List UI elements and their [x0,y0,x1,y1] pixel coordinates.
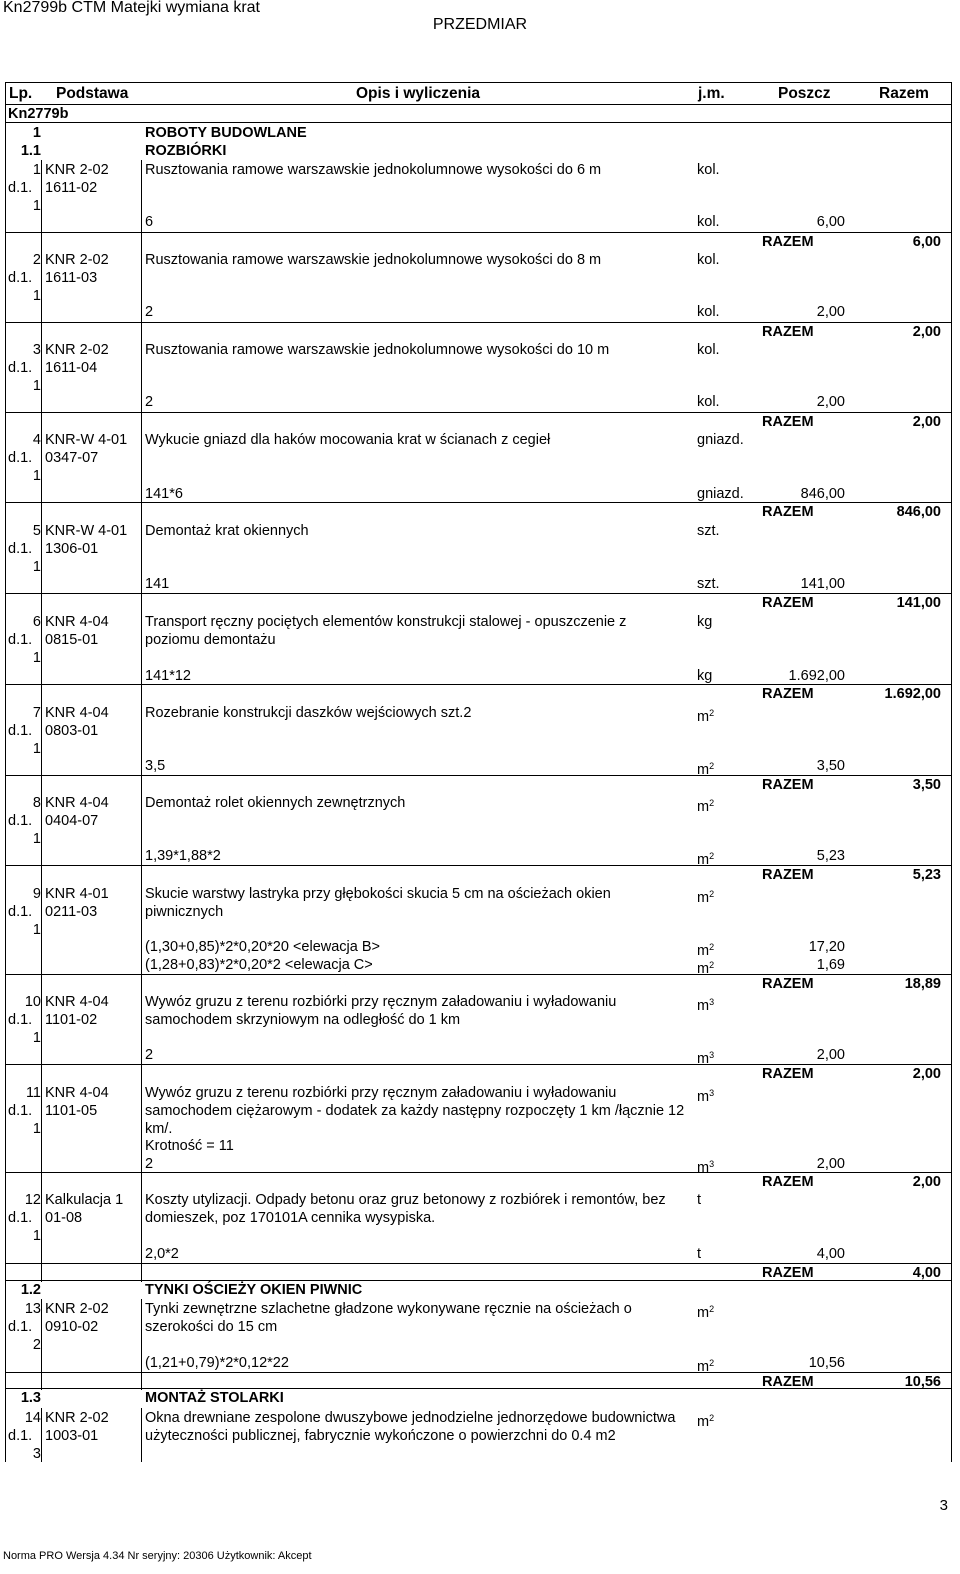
position-unit: $m^2$ [697,1413,715,1430]
calc-value: 4,00 [816,1246,845,1262]
razem-value: 2,00 [912,1174,941,1190]
calc-unit: t [697,1246,702,1262]
lp-divider [41,1299,42,1390]
calc-unit: $m^2$ [697,851,715,868]
position-prefix: d.1. [8,541,33,557]
position-number: 6 [32,614,41,630]
razem-value: 846,00 [896,504,941,520]
lp-divider [41,992,42,1084]
razem-label: RAZEM [762,324,814,340]
razem-value: 4,00 [912,1265,941,1281]
position-unit: $m^3$ [697,1088,715,1105]
calc-value: 2,00 [816,394,845,410]
position-unit: kol. [697,252,720,268]
position-subnumber: 1 [32,922,41,938]
kosztorys-code: Kn2779b [8,106,69,122]
lp-divider [41,1408,42,1462]
position-unit: kg [697,614,713,630]
podstawa-subcode: 1003-01 [45,1428,99,1444]
position-number: 10 [24,994,41,1010]
lp-divider [41,793,42,885]
position-prefix: d.1. [8,632,33,648]
calc-expression: 2 [145,1156,154,1172]
calc-value: 846,00 [800,486,845,502]
multiplier-text: Krotność = 11 [145,1138,234,1154]
calc-unit: kol. [697,214,720,230]
razem-label: RAZEM [762,595,814,611]
podstawa-code: KNR 2-02 [45,252,109,268]
col-lp: Lp. [9,85,33,102]
position-subnumber: 1 [32,1121,41,1137]
position-number: 7 [32,705,41,721]
position-description: Rozebranie konstrukcji daszków wejściowych szt.2 [145,705,472,721]
position-description: Wywóz gruzu z terenu rozbiórki przy ręcznym załadowaniu i wyładowaniu samochodem ciężarowym - dodatek za każdy następny rozpoczęty 1 km /łącznie 12 km/. [145,1085,685,1137]
razem-label: RAZEM [762,1265,814,1281]
position-number: 13 [24,1301,41,1317]
podstawa-subcode: 1611-02 [45,180,98,196]
position-subnumber: 1 [32,650,41,666]
podstawa-divider [141,703,142,795]
razem-value: 6,00 [912,234,941,250]
calc-expression: 2 [145,304,154,320]
razem-value: 18,89 [904,976,941,992]
calc-unit: $m^3$ [697,1159,715,1176]
podstawa-subcode: 0815-01 [45,632,99,648]
podstawa-code: KNR 4-04 [45,994,109,1010]
position-unit: kol. [697,162,720,178]
podstawa-code: KNR-W 4-01 [45,432,128,448]
calc-expression: 1,39*1,88*2 [145,848,221,864]
calc-expression: 141*6 [145,486,183,502]
podstawa-subcode: 0211-03 [45,904,98,920]
calc-unit: $m^2$ [697,1358,715,1375]
position-prefix: d.1. [8,450,33,466]
position-number: 11 [25,1085,41,1101]
position-description: Wywóz gruzu z terenu rozbiórki przy ręcznym załadowaniu i wyładowaniu samochodem skrzyniowym na odległość do 1 km [145,994,617,1028]
razem-value: 3,50 [912,777,941,793]
col-poszcz: Poszcz [778,85,831,102]
lp-divider [41,703,42,795]
position-prefix: d.1. [8,904,33,920]
position-number: 12 [24,1192,41,1208]
row-divider [5,122,952,123]
calc-value: 10,56 [808,1355,845,1371]
podstawa-code: KNR-W 4-01 [45,523,128,539]
position-unit: $m^2$ [697,708,715,725]
position-prefix: d.1. [8,1319,33,1335]
calc-value: 2,00 [816,1156,845,1172]
position-prefix: d.1. [8,180,33,196]
calc-value: 141,00 [800,576,845,592]
calc-value: 17,20 [808,939,845,955]
razem-value: 10,56 [904,1374,941,1390]
row-divider [5,82,952,83]
podstawa-code: KNR 2-02 [45,1410,109,1426]
position-number: 8 [32,795,41,811]
podstawa-subcode: 1611-03 [45,270,98,286]
podstawa-subcode: 1101-05 [45,1103,98,1119]
razem-label: RAZEM [762,777,814,793]
calc-value: 1,69 [816,957,845,973]
podstawa-code: KNR 4-04 [45,795,109,811]
razem-value: 5,23 [912,867,941,883]
document-type-heading: PRZEDMIAR [432,16,528,33]
calc-expression: (1,21+0,79)*2*0,12*22 [145,1355,289,1371]
podstawa-code: KNR 4-01 [45,886,109,902]
podstawa-code: KNR 2-02 [45,162,109,178]
lp-divider [41,160,42,252]
razem-value: 141,00 [896,595,941,611]
calc-expression: 2 [145,394,154,410]
lp-divider [41,430,42,522]
position-unit: t [697,1192,702,1208]
calc-expression: 6 [145,214,154,230]
podstawa-code: KNR 4-04 [45,1085,109,1101]
calc-value: 5,23 [816,848,845,864]
razem-label: RAZEM [762,1066,814,1082]
razem-value: 2,00 [912,414,941,430]
position-subnumber: 1 [32,288,41,304]
position-number: 1 [32,162,41,178]
podstawa-subcode: 0803-01 [45,723,99,739]
podstawa-subcode: 0347-07 [45,450,99,466]
podstawa-divider [141,340,142,432]
lp-divider [41,1083,42,1192]
podstawa-code: Kalkulacja 1 [45,1192,124,1208]
podstawa-divider [141,430,142,522]
position-number: 5 [32,523,41,539]
lp-divider [41,250,42,342]
position-description: Rusztowania ramowe warszawskie jednokolumnowe wysokości do 6 m [145,162,602,178]
podstawa-subcode: 0910-02 [45,1319,99,1335]
calc-expression: 141 [145,576,170,592]
razem-label: RAZEM [762,1374,814,1390]
position-number: 9 [32,886,41,902]
calc-unit: kol. [697,394,720,410]
position-unit: $m^2$ [697,1304,715,1321]
calc-value: 1.692,00 [788,668,845,684]
calc-unit: $m^2$ [697,960,715,977]
document-title: Kn2799b CTM Matejki wymiana krat [3,0,260,16]
position-unit: szt. [697,523,720,539]
position-prefix: d.1. [8,813,33,829]
lp-divider [41,1190,42,1282]
section-number: 1.2 [20,1282,41,1298]
row-divider [5,104,952,105]
section-title: TYNKI OŚCIEŻY OKIEN PIWNIC [145,1282,363,1298]
position-prefix: d.1. [8,723,33,739]
position-description: Rusztowania ramowe warszawskie jednokolumnowe wysokości do 10 m [145,342,610,358]
podstawa-subcode: 1101-02 [45,1012,98,1028]
podstawa-divider [141,1190,142,1282]
footer-info: Norma PRO Wersja 4.34 Nr seryjny: 20306 Użytkownik: Akcept [3,1550,312,1562]
position-prefix: d.1. [8,360,33,376]
calc-unit: szt. [697,576,720,592]
calc-expression: (1,28+0,83)*2*0,20*2 <elewacja C> [145,957,373,973]
position-subnumber: 1 [32,559,41,575]
position-number: 4 [32,432,41,448]
position-prefix: d.1. [8,1103,33,1119]
calc-expression: 2,0*2 [145,1246,179,1262]
podstawa-code: KNR 4-04 [45,705,109,721]
lp-divider [41,521,42,613]
podstawa-divider [141,884,142,994]
podstawa-divider [141,1083,142,1192]
podstawa-subcode: 1611-04 [45,360,98,376]
calc-unit: $m^3$ [697,1050,715,1067]
calc-unit: gniazd. [697,486,744,502]
podstawa-divider [141,1408,142,1462]
position-unit: gniazd. [697,432,744,448]
podstawa-code: KNR 2-02 [45,342,109,358]
position-subnumber: 1 [32,831,41,847]
podstawa-divider [141,612,142,704]
col-podstawa: Podstawa [56,85,129,102]
page-number: 3 [939,1497,948,1514]
razem-label: RAZEM [762,414,814,430]
position-description: Demontaż krat okiennych [145,523,309,539]
calc-expression: (1,30+0,85)*2*0,20*20 <elewacja B> [145,939,380,955]
position-number: 3 [32,342,41,358]
section-title: ROZBIÓRKI [145,143,227,159]
calc-expression: 2 [145,1047,154,1063]
razem-label: RAZEM [762,686,814,702]
calc-expression: 3,5 [145,758,166,774]
col-razem: Razem [879,85,929,102]
podstawa-subcode: 0404-07 [45,813,99,829]
razem-label: RAZEM [762,504,814,520]
razem-value: 1.692,00 [884,686,941,702]
podstawa-divider [141,521,142,613]
col-opis: Opis i wyliczenia [356,85,481,102]
position-subnumber: 1 [32,468,41,484]
razem-label: RAZEM [762,867,814,883]
podstawa-code: KNR 2-02 [45,1301,109,1317]
calc-expression: 141*12 [145,668,191,684]
podstawa-divider [141,992,142,1084]
position-prefix: d.1. [8,1210,33,1226]
position-number: 14 [24,1410,41,1426]
lp-divider [41,340,42,432]
position-unit: $m^2$ [697,798,715,815]
position-number: 2 [32,252,41,268]
position-description: Koszty utylizacji. Odpady betonu oraz gruz betonowy z rozbiórek i remontów, bez domieszek, poz 170101A cennika wysypiska. [145,1192,666,1226]
position-subnumber: 1 [32,378,41,394]
section-title: ROBOTY BUDOWLANE [145,125,307,141]
position-subnumber: 1 [32,741,41,757]
position-subnumber: 3 [32,1446,41,1462]
position-subnumber: 1 [32,1030,41,1046]
section-number: 1.1 [20,143,41,159]
razem-value: 2,00 [912,324,941,340]
calc-value: 2,00 [816,304,845,320]
position-description: Demontaż rolet okiennych zewnętrznych [145,795,406,811]
calc-unit: $m^2$ [697,761,715,778]
calc-unit: $m^2$ [697,942,715,959]
position-description: Tynki zewnętrzne szlachetne gładzone wykonywane ręcznie na ościeżach o szerokości do 15 cm [145,1301,632,1335]
position-description: Skucie warstwy lastryka przy głębokości skucia 5 cm na ościeżach okien piwnicznych [145,886,611,920]
section-number: 1 [32,125,41,141]
position-unit: kol. [697,342,720,358]
position-unit: $m^2$ [697,889,715,906]
lp-divider [41,612,42,704]
razem-value: 2,00 [912,1066,941,1082]
calc-value: 2,00 [816,1047,845,1063]
podstawa-subcode: 1306-01 [45,541,99,557]
podstawa-divider [141,793,142,885]
position-subnumber: 1 [32,198,41,214]
position-prefix: d.1. [8,1012,33,1028]
podstawa-subcode: 01-08 [45,1210,83,1226]
podstawa-divider [141,160,142,252]
position-description: Transport ręczny pociętych elementów konstrukcji stalowej - opuszczenie z poziomu demontażu [145,614,627,648]
position-description: Wykucie gniazd dla haków mocowania krat w ścianach z cegieł [145,432,551,448]
position-subnumber: 1 [32,1228,41,1244]
position-prefix: d.1. [8,1428,33,1444]
calc-value: 3,50 [816,758,845,774]
position-unit: $m^3$ [697,997,715,1014]
section-title: MONTAŻ STOLARKI [145,1390,284,1406]
calc-value: 6,00 [816,214,845,230]
position-prefix: d.1. [8,270,33,286]
razem-label: RAZEM [762,976,814,992]
calc-unit: kg [697,668,713,684]
position-description: Okna drewniane zespolone dwuszybowe jednodzielne jednorzędowe budownictwa użyteczności publicznej, fabrycznie wykończone o powierzchni do 0.4 m2 [145,1410,676,1444]
position-subnumber: 2 [32,1337,41,1353]
section-number: 1.3 [20,1390,41,1406]
lp-divider [41,884,42,994]
razem-label: RAZEM [762,1174,814,1190]
razem-label: RAZEM [762,234,814,250]
position-description: Rusztowania ramowe warszawskie jednokolumnowe wysokości do 8 m [145,252,602,268]
podstawa-divider [141,1299,142,1390]
podstawa-code: KNR 4-04 [45,614,109,630]
col-jm: j.m. [698,85,725,102]
podstawa-divider [141,250,142,342]
table-border-right [951,82,952,1462]
calc-unit: kol. [697,304,720,320]
